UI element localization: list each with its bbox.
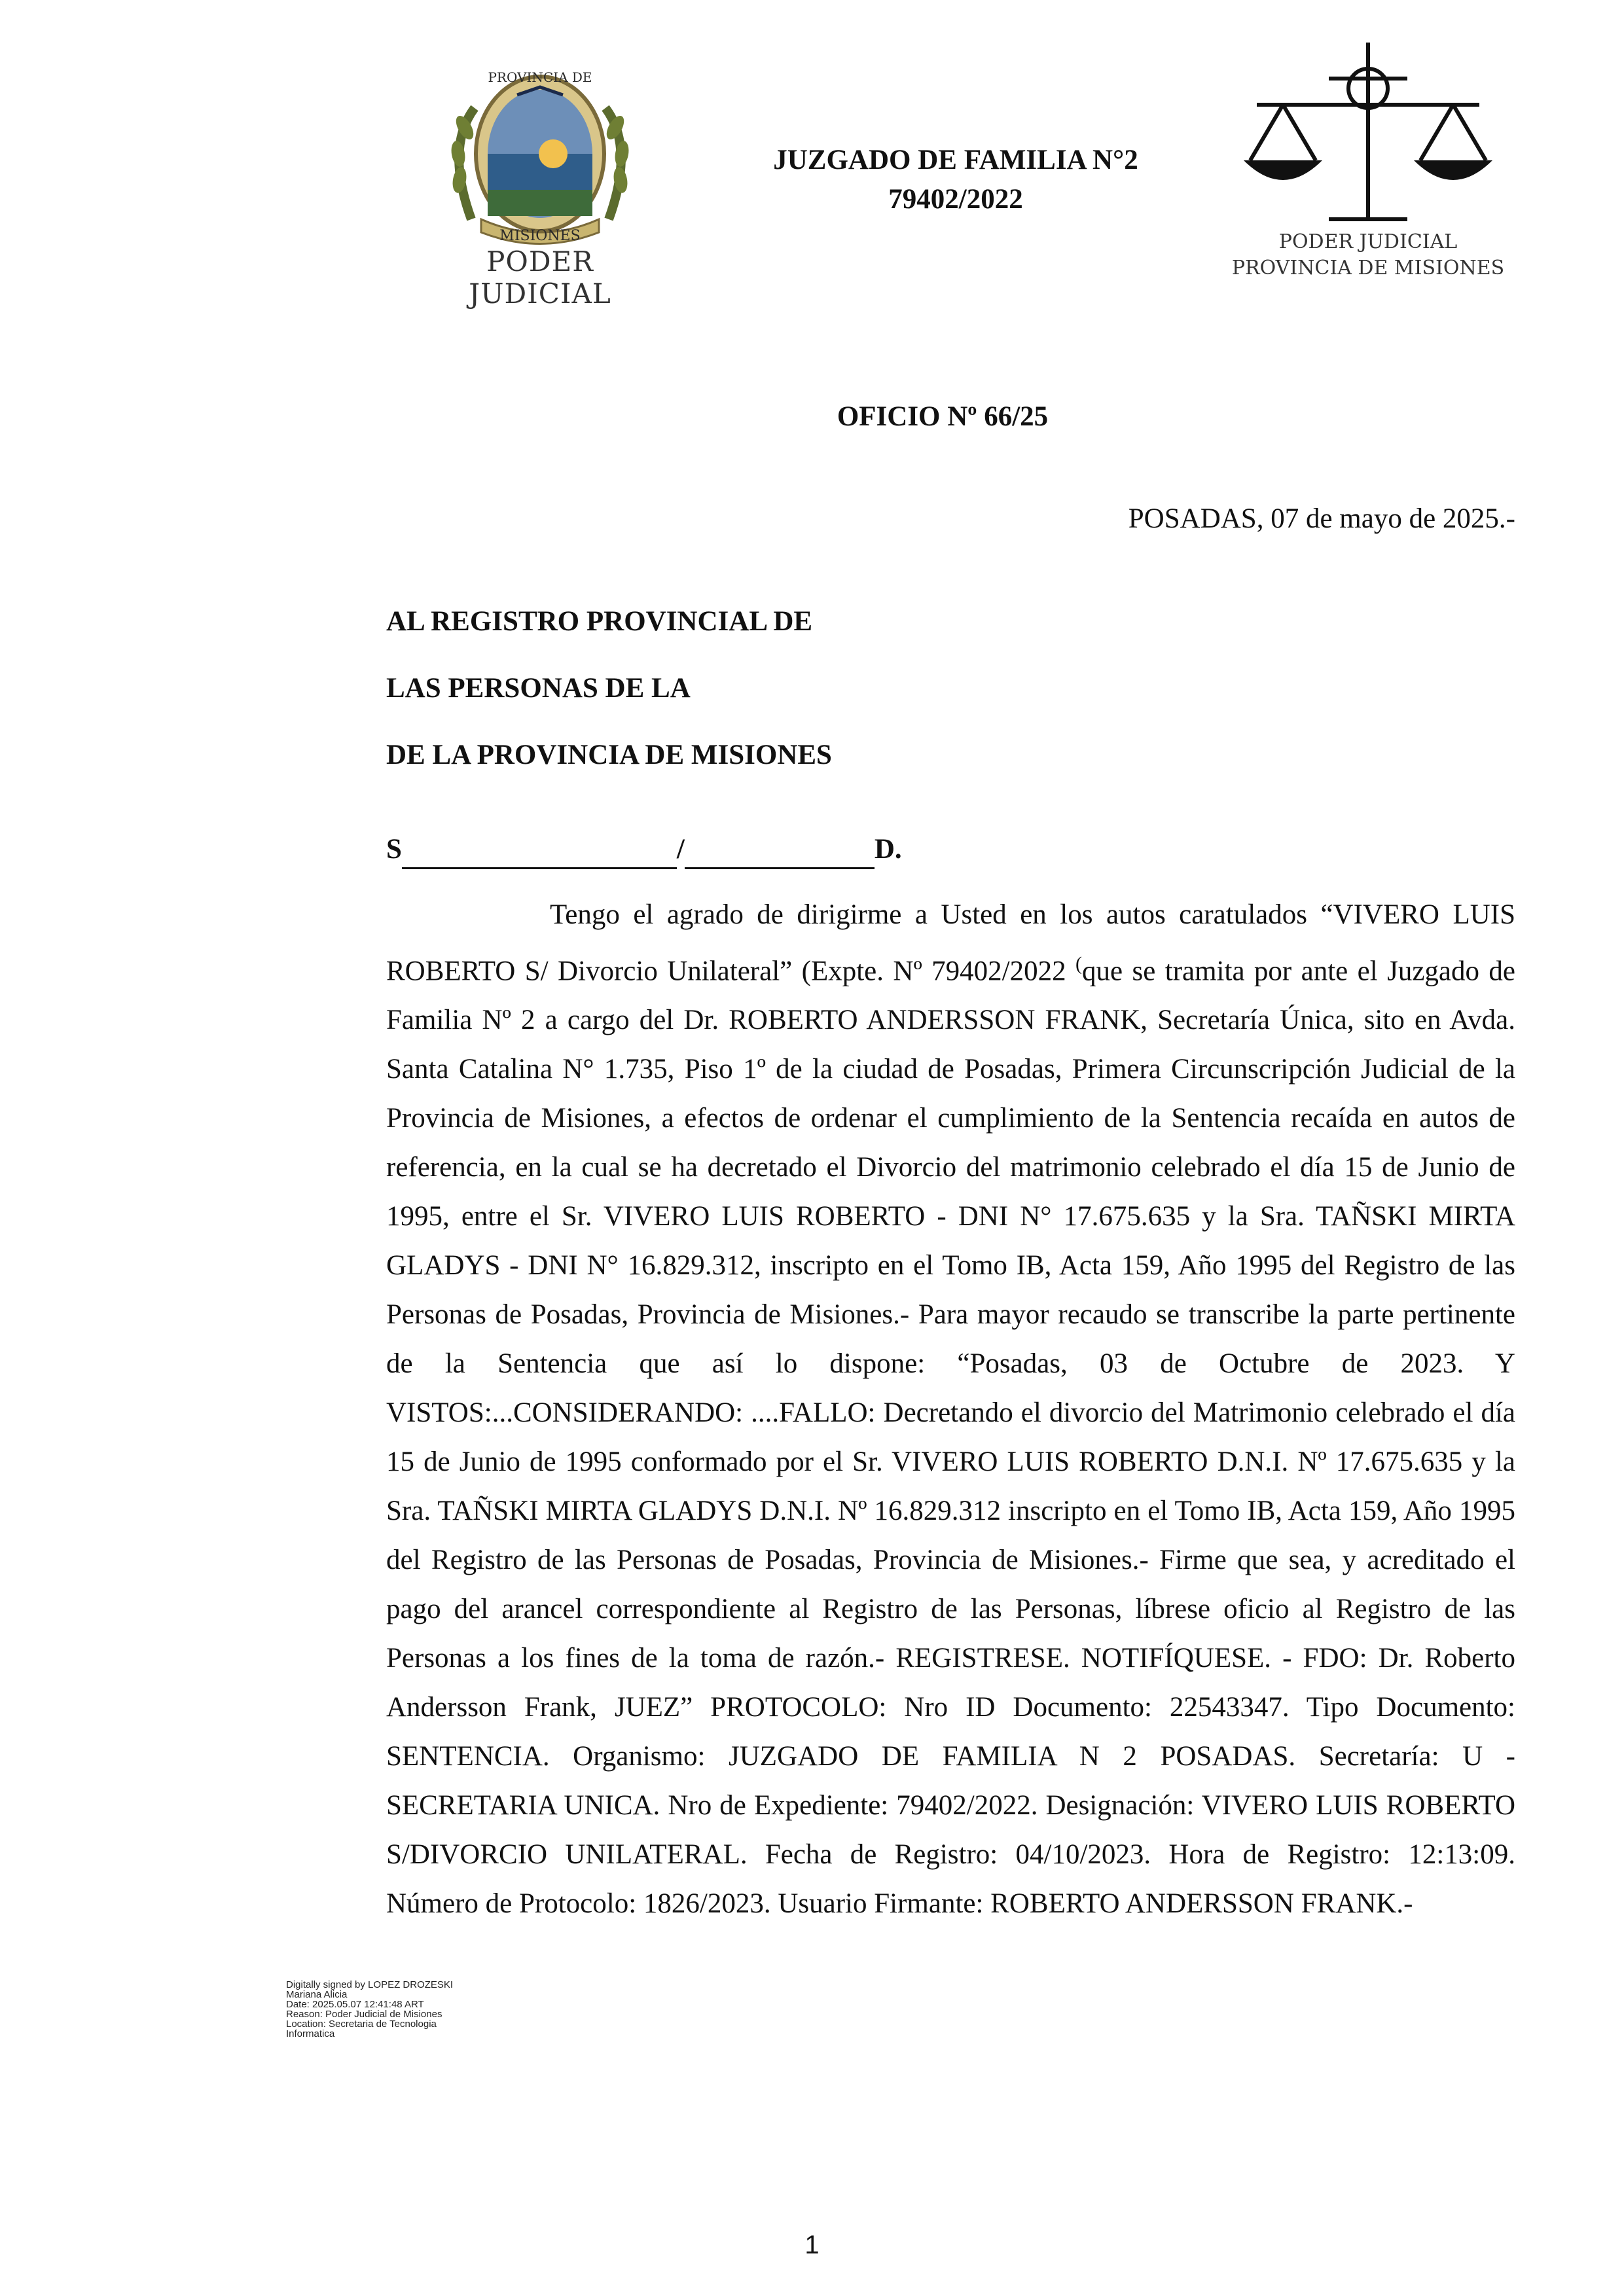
stray-parenthesis: ( — [1075, 953, 1083, 975]
salutation-d: D. — [874, 834, 902, 865]
right-logo-caption-line1: PODER JUDICIAL — [1278, 230, 1458, 253]
addressee-line2: LAS PERSONAS DE LA — [386, 673, 691, 704]
salutation-slash: / — [676, 834, 685, 865]
left-logo-caption: PODER JUDICIAL — [469, 245, 611, 310]
court-name: JUZGADO DE FAMILIA N°2 — [773, 145, 1138, 175]
letter-body — [386, 890, 1515, 1928]
oficio-number: OFICIO Nº 66/25 — [837, 401, 1049, 432]
body-part1: Tengo el agrado de dirigirme a Usted en los autos caratulados “VIVERO LUIS ROBERTO S/ Divorcio Unilateral” (Expte. Nº 79402/2022 — [386, 899, 1515, 987]
signature-line2: Mariana Alicia — [286, 1989, 348, 2000]
right-logo-caption-line2: PROVINCIA DE MISIONES — [1231, 257, 1505, 279]
digital-signature-stamp — [286, 1980, 482, 2039]
signature-line5: Location: Secretaria de Tecnologia — [286, 2018, 437, 2030]
signature-line6: Informatica — [286, 2028, 335, 2039]
salutation-line — [386, 802, 902, 869]
addressee-block — [386, 602, 902, 869]
poder-judicial-seal-logo — [419, 56, 661, 310]
svg-text:PROVINCIA DE: PROVINCIA DE — [488, 69, 592, 85]
signature-line3: Date: 2025.05.07 12:41:48 ART — [286, 1999, 424, 2010]
salutation-blank-1 — [402, 836, 677, 869]
signature-line4: Reason: Poder Judicial de Misiones — [286, 2009, 442, 2020]
court-header — [727, 141, 1185, 219]
scales-of-justice-logo — [1231, 43, 1506, 285]
body-part2: que se tramita por ante el Juzgado de Familia Nº 2 a cargo del Dr. ROBERTO ANDERSSON FRANK, Secretaría Única, sito en Avda. Santa Catalina N° 1.735, Piso 1º de la ciudad de Posadas, Primera Circunscripción Judicial de la Provincia de Misiones, a efectos de ordenar el cumplimiento de la Sentencia recaída en autos de referencia, en la cual se ha decretado el Divorcio del matrimonio celebrado el día 15 de Junio de 1995, entre el Sr. VIVERO LUIS ROBERTO - DNI N° 17.675.635 y la Sra. TAÑSKI MIRTA GLADYS - DNI N° 16.829.312, inscripto en el Tomo IB, Acta 159, Año 1995 del Registro de las Personas de Posadas, Provincia de Misiones.- Para mayor recaudo se transcribe la parte pertinente de la Sentencia que así lo dispone: “Posadas, 03 de Octubre de 2023. Y VISTOS:...CONSIDERANDO: ....FALLO: Decretando el divorcio del Matrimonio celebrado el día 15 de Junio de 1995 conformado por el Sr. VIVERO LUIS ROBERTO D.N.I. Nº 17.675.635 y la Sra. TAÑSKI MIRTA GLADYS D.N.I. Nº 16.829.312 inscripto en el Tomo IB, Acta 159, Año 1995 del Registro de las Personas de Posadas, Provincia de Misiones.- Firme que sea, y acreditado el pago del arancel correspondiente al Registro de las Personas, líbrese oficio al Registro de las Personas a los fines de la toma de razón.- REGISTRESE. NOTIFÍQUESE. - FDO: Dr. Roberto Andersson Frank, JUEZ” PROTOCOLO: Nro ID Documento: 22543347. Tipo Documento: SENTENCIA. Organismo: JUZGADO DE FAMILIA N 2 POSADAS. Secretaría: U - SECRETARIA UNICA. Nro de Expediente: 79402/2022. Designación: VIVERO LUIS ROBERTO S/DIVORCIO UNILATERAL. Fecha de Registro: 04/10/2023. Hora de Registro: 12:13:09. Número de Protocolo: 1826/2023. Usuario Firmante: ROBERTO ANDERSSON FRANK.- — [386, 956, 1515, 1920]
addressee-line1: AL REGISTRO PROVINCIAL DE — [386, 606, 813, 637]
seal-emblem-icon — [419, 56, 661, 245]
svg-text:MISIONES: MISIONES — [499, 228, 581, 244]
salutation-s: S — [386, 834, 402, 865]
case-number: 79402/2022 — [888, 184, 1023, 215]
right-logo-caption — [1231, 229, 1506, 281]
place-date: POSADAS, 07 de mayo de 2025.- — [1128, 503, 1515, 534]
page-number: 1 — [804, 2231, 820, 2259]
scales-icon — [1231, 43, 1506, 232]
signature-line1: Digitally signed by LOPEZ DROZESKI — [286, 1979, 454, 1990]
addressee-line3: DE LA PROVINCIA DE MISIONES — [386, 740, 832, 770]
salutation-blank-2 — [685, 836, 875, 869]
